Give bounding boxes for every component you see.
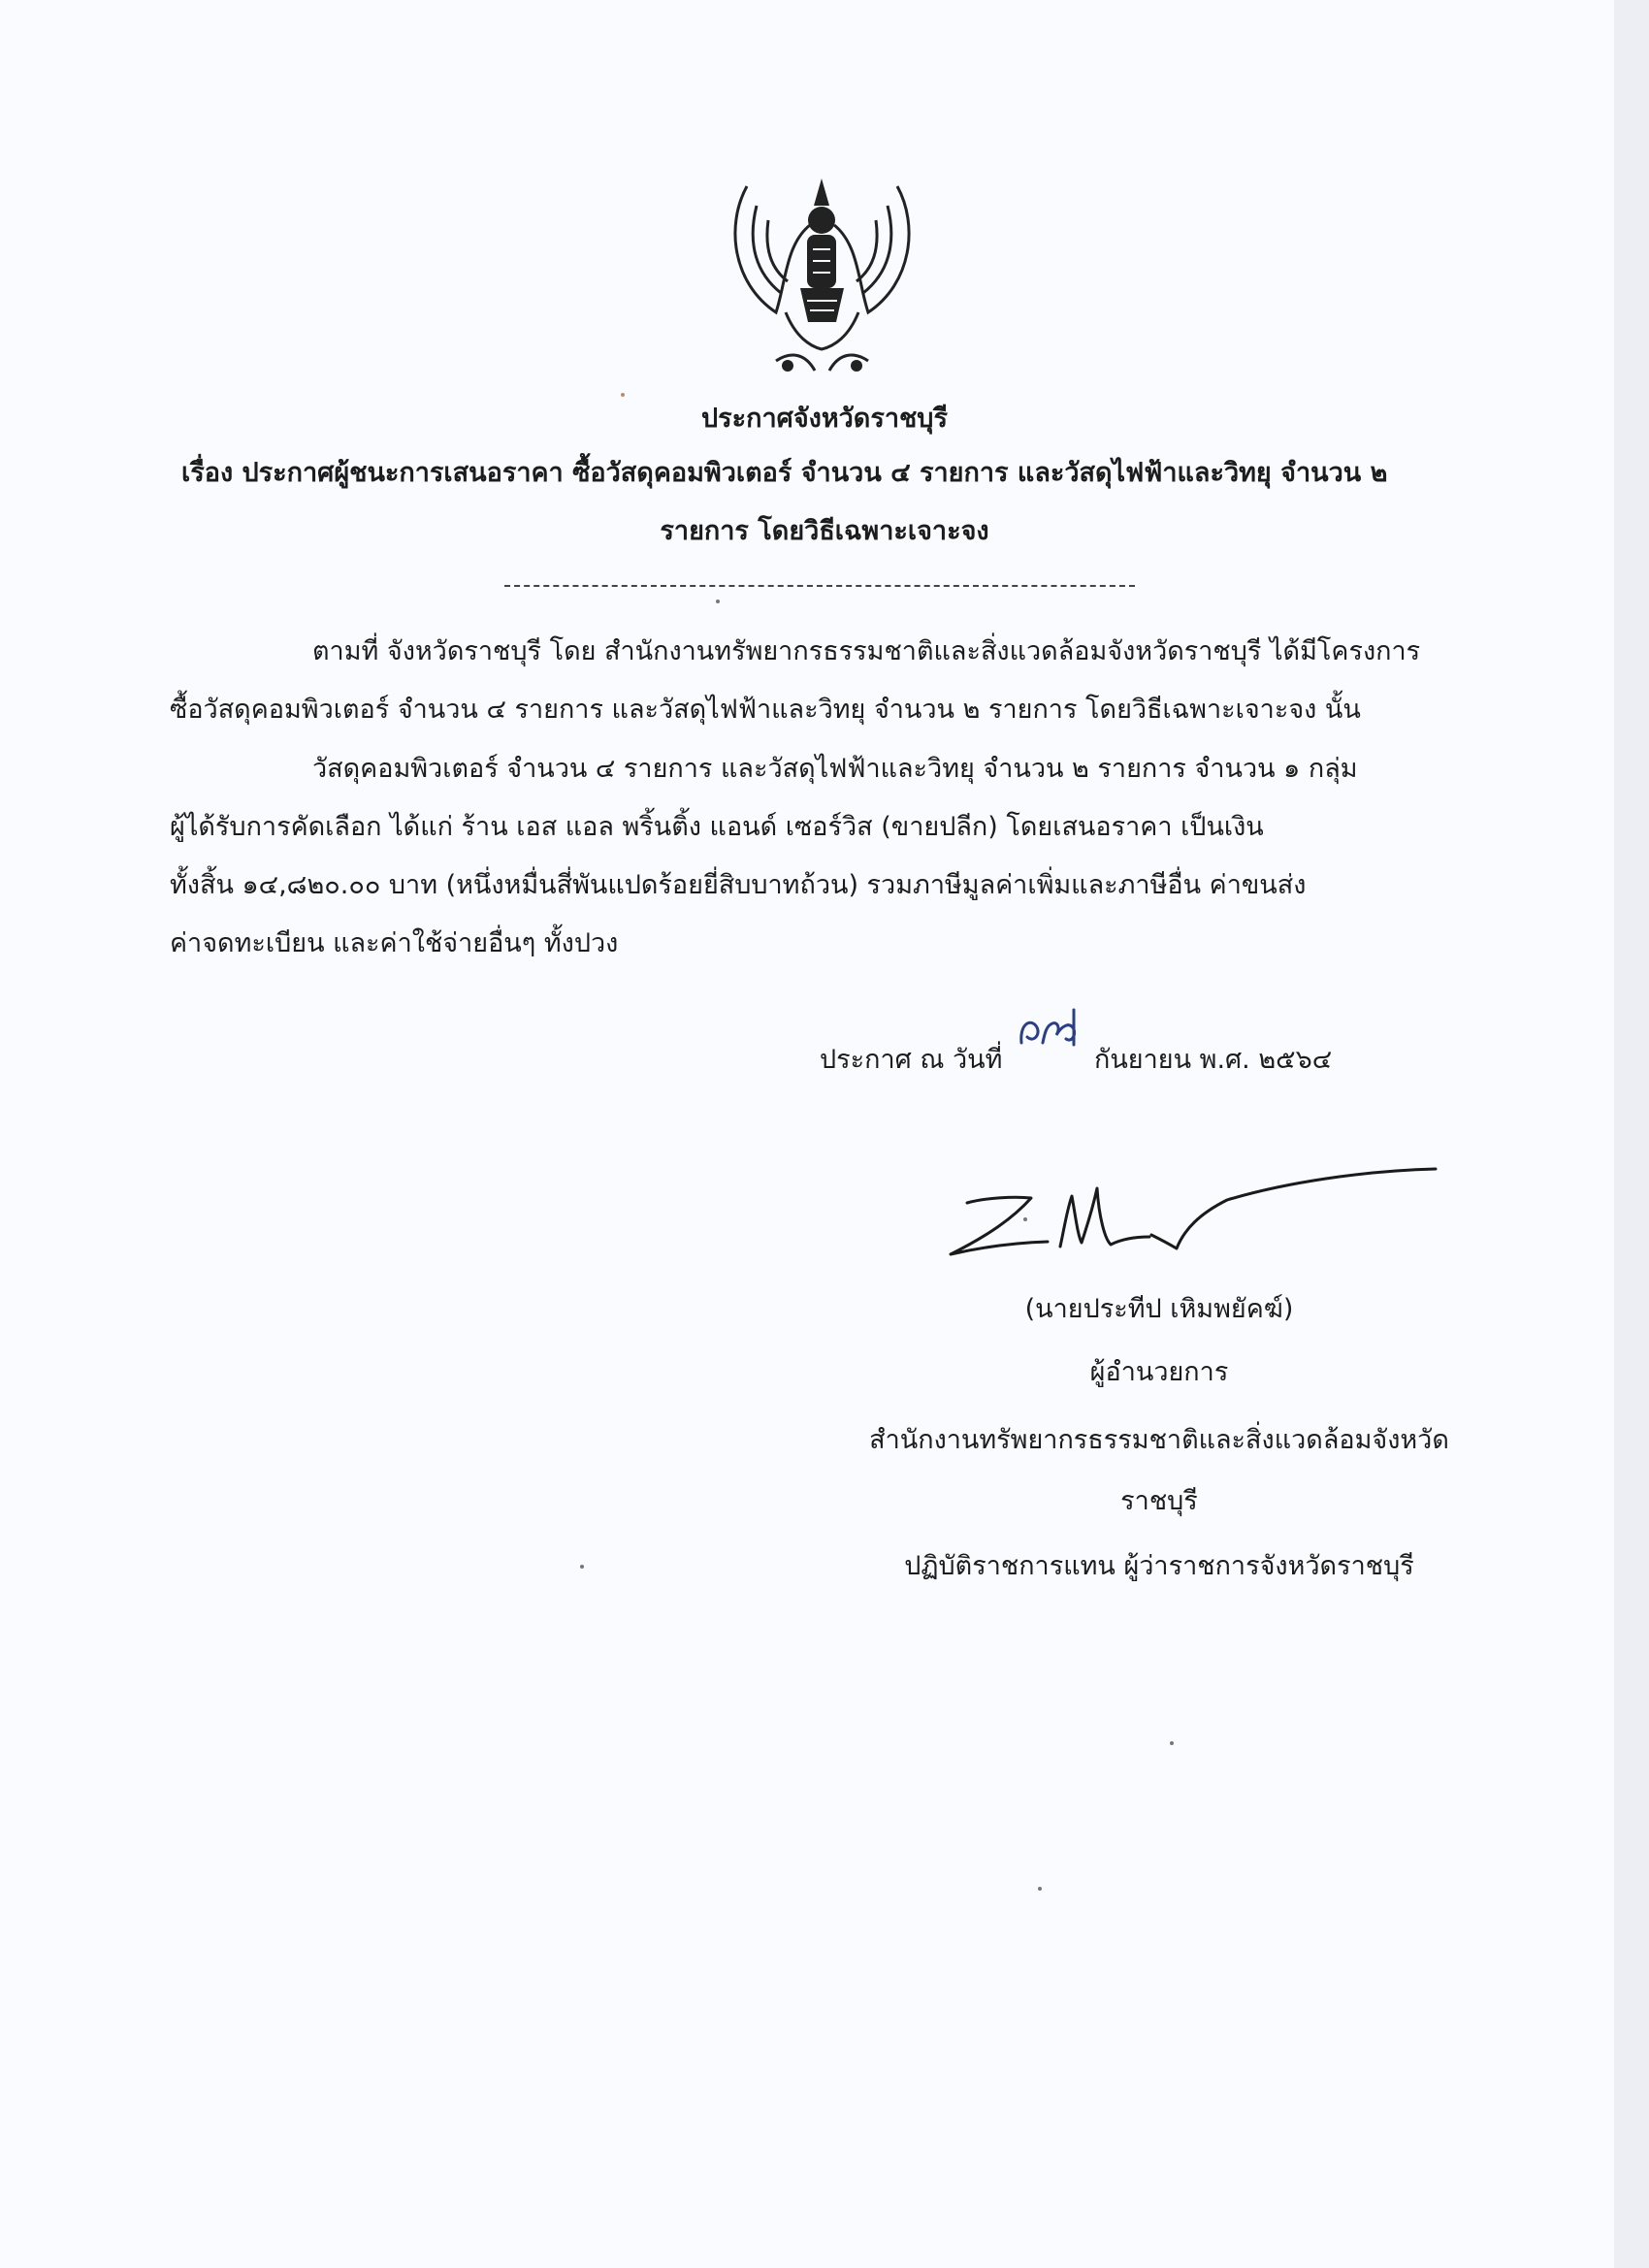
scan-speck bbox=[1023, 1217, 1027, 1221]
paragraph-1-line-1: ตามที่ จังหวัดราชบุรี โดย สำนักงานทรัพยากรธรรมชาติและสิ่งแวดล้อมจังหวัดราชบุรี ได้มีโครงการ bbox=[312, 636, 1421, 666]
signatory-office-line-1: สำนักงานทรัพยากรธรรมชาติและสิ่งแวดล้อมจังหวัด bbox=[869, 1425, 1449, 1455]
scan-speck bbox=[1038, 1887, 1042, 1891]
garuda-emblem-icon bbox=[718, 167, 926, 378]
signatory-acting-for: ปฏิบัติราชการแทน ผู้ว่าราชการจังหวัดราชบุรี bbox=[904, 1551, 1414, 1581]
paragraph-1-line-2: ซื้อวัสดุคอมพิวเตอร์ จำนวน ๔ รายการ และวัสดุไฟฟ้าและวิทยุ จำนวน ๒ รายการ โดยวิธีเฉพาะเจาะจง นั้น bbox=[170, 695, 1361, 725]
page-title: ประกาศจังหวัดราชบุรี bbox=[701, 404, 948, 434]
separator-divider bbox=[504, 585, 1135, 587]
paragraph-2-line-2: ผู้ได้รับการคัดเลือก ได้แก่ ร้าน เอส แอล พริ้นติ้ง แอนด์ เซอร์วิส (ขายปลีก) โดยเสนอราคา เป็นเงิน bbox=[170, 812, 1264, 842]
date-suffix: กันยายน พ.ศ. ๒๕๖๔ bbox=[1094, 1045, 1333, 1075]
signatory-name: (นายประทีป เหิมพยัคฆ์) bbox=[1024, 1294, 1294, 1324]
paragraph-2-line-4: ค่าจดทะเบียน และค่าใช้จ่ายอื่นๆ ทั้งปวง bbox=[170, 928, 619, 958]
signatory-office-line-2: ราชบุรี bbox=[1120, 1486, 1198, 1516]
subject-line-1: เรื่อง ประกาศผู้ชนะการเสนอราคา ซื้อวัสดุคอมพิวเตอร์ จำนวน ๔ รายการ และวัสดุไฟฟ้าและวิทยุ จำนวน ๒ bbox=[181, 458, 1388, 488]
subject-line-2: รายการ โดยวิธีเฉพาะเจาะจง bbox=[660, 516, 989, 546]
scan-edge bbox=[1614, 0, 1649, 2268]
scan-speck bbox=[1170, 1741, 1174, 1745]
handwritten-day bbox=[1016, 1004, 1083, 1051]
scan-speck bbox=[716, 599, 720, 603]
scan-speck bbox=[580, 1565, 584, 1569]
date-prefix: ประกาศ ณ วันที่ bbox=[820, 1045, 1003, 1075]
signature-icon bbox=[946, 1150, 1440, 1276]
paragraph-2-line-1: วัสดุคอมพิวเตอร์ จำนวน ๔ รายการ และวัสดุไฟฟ้าและวิทยุ จำนวน ๒ รายการ จำนวน ๑ กลุ่ม bbox=[312, 754, 1358, 784]
scan-speck bbox=[621, 393, 625, 397]
signatory-position: ผู้อำนวยการ bbox=[1089, 1357, 1229, 1387]
paragraph-2-line-3: ทั้งสิ้น ๑๔,๘๒๐.๐๐ บาท (หนึ่งหมื่นสี่พันแปดร้อยยี่สิบบาทถ้วน) รวมภาษีมูลค่าเพิ่มและภาษีอื่น ค่าขนส่ง bbox=[170, 870, 1307, 900]
